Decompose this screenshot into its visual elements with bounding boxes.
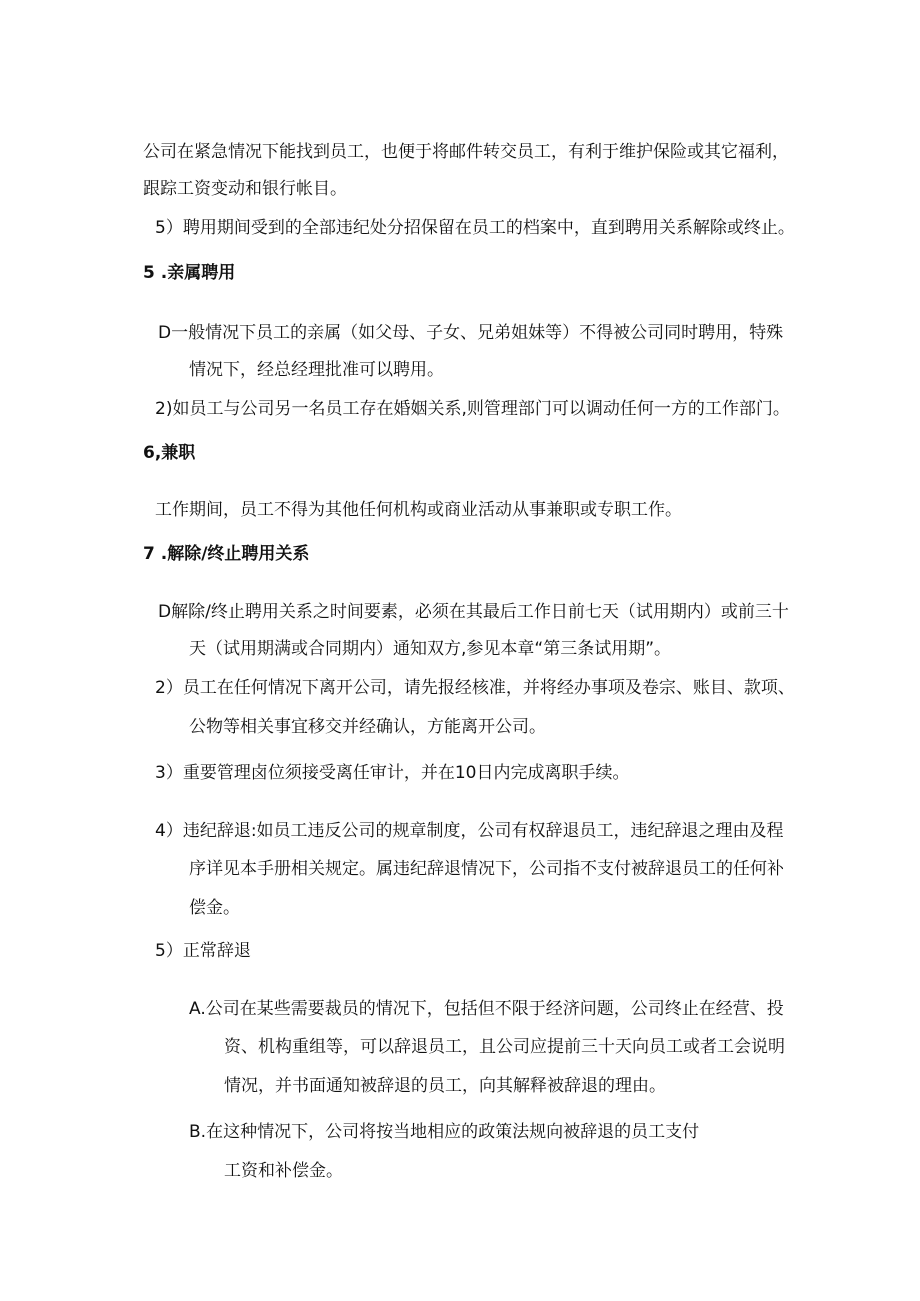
- list-item-continuation: 序详见本手册相关规定。属违纪辞退情况下，公司指不支付被辞退员工的任何补: [189, 859, 784, 879]
- list-item-5: 5）聘用期间受到的全部违纪处分招保留在员工的档案中，直到聘用关系解除或终止。: [155, 218, 795, 238]
- paragraph-line: 公司在紧急情况下能找到员工，也便于将邮件转交员工，有利于维护保险或其它福利，: [143, 142, 789, 162]
- list-item-continuation: 情况下，经总经理批准可以聘用。: [189, 360, 444, 380]
- list-item-1: D解除/终止聘用关系之时间要素，必须在其最后工作日前七天（试用期内）或前三十: [158, 602, 789, 622]
- sub-item-b: B.在这种情况下，公司将按当地相应的政策法规向被辞退的员工支付: [189, 1122, 700, 1142]
- sub-item-continuation: 情况，并书面通知被辞退的员工，向其解释被辞退的理由。: [224, 1076, 666, 1096]
- list-item-continuation: 天（试用期满或合同期内）通知双方,参见本章“第三条试用期”。: [189, 639, 672, 659]
- list-item-4: 4）违纪辞退:如员工违反公司的规章制度，公司有权辞退员工，违纪辞退之理由及程: [155, 821, 784, 841]
- list-item-2: 2）员工在任何情况下离开公司，请先报经核准，并将经办事项及卷宗、账目、款项、: [155, 678, 795, 698]
- section-heading-5: 5 .亲属聘用: [143, 263, 236, 283]
- list-item-1: D一般情况下员工的亲属（如父母、子女、兄弟姐妹等）不得被公司同时聘用，特殊: [158, 323, 784, 343]
- list-item-2: 2)如员工与公司另一名员工存在婚姻关系,则管理部门可以调动任何一方的工作部门。: [155, 399, 790, 419]
- sub-item-continuation: 资、机构重组等，可以辞退员工，且公司应提前三十天向员工或者工会说明: [224, 1037, 785, 1057]
- section-heading-6: 6,兼职: [143, 443, 196, 463]
- paragraph-line: 跟踪工资变动和银行帐目。: [143, 179, 347, 199]
- list-item-continuation: 公物等相关事宜移交并经确认，方能离开公司。: [189, 717, 546, 737]
- sub-item-continuation: 工资和补偿金。: [224, 1161, 343, 1181]
- list-item-3: 3）重要管理卤位须接受离任审计，并在10日内完成离职手续。: [155, 763, 630, 783]
- paragraph-line: 工作期间，员工不得为其他任何机构或商业活动从事兼职或专职工作。: [155, 500, 682, 520]
- section-heading-7: 7 .解除/终止聘用关系: [143, 544, 310, 564]
- list-item-5: 5）正常辞退: [155, 941, 251, 961]
- sub-item-a: A.公司在某些需要裁员的情况下，包括但不限于经济问题，公司终止在经营、投: [189, 999, 784, 1019]
- list-item-continuation: 偿金。: [189, 898, 240, 918]
